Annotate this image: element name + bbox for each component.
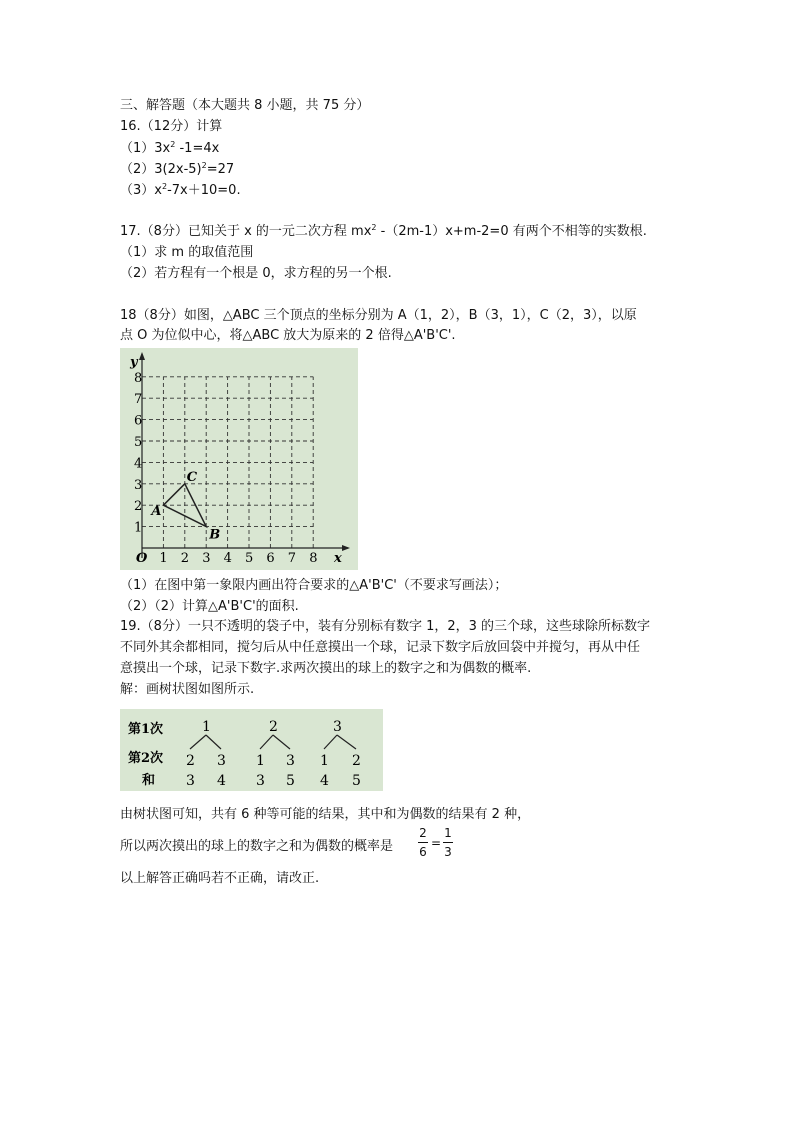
tree-sum: 4 (217, 773, 226, 789)
tree-diagram-svg (120, 709, 383, 791)
y-tick-label: 6 (134, 413, 143, 429)
x-tick-label: 8 (309, 551, 318, 566)
x-axis-label: x (334, 551, 342, 566)
point-label-a: A (151, 504, 162, 520)
frac1-numerator: 2 (419, 826, 427, 840)
tree-sum: 5 (286, 773, 295, 789)
q18-item-1: （1）在图中第一象限内画出符合要求的△A'B'C'（不要求写画法）； (120, 578, 508, 593)
q16-item-2: $(2)3(2x-5)^2=27$ (120, 161, 235, 177)
y-tick-label: 8 (134, 370, 143, 386)
frac2-denominator: 3 (444, 845, 452, 859)
tree-sum: 3 (256, 773, 265, 789)
y-tick-label: 7 (134, 392, 143, 408)
tree-branch (206, 735, 221, 749)
x-tick-label: 2 (180, 551, 190, 566)
tree-row2-label: 第2次 (128, 751, 164, 766)
q19-conclusion-1: 由树状图可知，共有 6 种等可能的结果，其中和为偶数的结果有 2 种， (120, 807, 531, 822)
y-tick-label: 4 (134, 456, 143, 472)
tree-branch (337, 735, 356, 749)
x-tick-label: 1 (159, 551, 168, 566)
q16-heading: 16.（12分）计算 (120, 119, 223, 134)
tree-first-draw: 2 (269, 719, 278, 735)
tree-branch (273, 735, 290, 749)
tree-second-draw: 1 (320, 753, 329, 769)
y-tick-label: 2 (134, 499, 143, 515)
tree-row3-label: 和 (142, 773, 156, 788)
y-tick-label: 3 (134, 477, 143, 493)
y-axis-arrow (139, 352, 145, 360)
point-label-b: B (209, 527, 221, 543)
x-tick-label: 5 (245, 551, 254, 566)
tree-first-draw: 1 (202, 719, 211, 735)
q17-item-1: （1）求 m 的取值范围 (120, 245, 254, 260)
tree-branch (190, 735, 206, 749)
x-tick-label: 6 (266, 551, 275, 566)
q19-final: 以上解答正确吗若不正确，请改正. (120, 871, 320, 886)
tree-branch (324, 735, 337, 749)
point-label-c: C (186, 469, 198, 485)
tree-second-draw: 2 (186, 753, 195, 769)
tree-sum: 3 (186, 773, 195, 789)
q17-heading: 17.（8分）已知关于 x 的一元二次方程 $mx^2$ -（2m-1）x+m-2=0 有两个不相等的实数根. (120, 223, 647, 239)
q16-item-3: $(3)x^2-7x+10=0$. (120, 182, 241, 198)
y-axis-label: y (130, 355, 138, 370)
q19-line-2: 不同外其余都相同，搅匀后从中任意摸出一个球，记录下数字后放回袋中并搅匀，再从中任 (120, 640, 641, 655)
x-tick-label: 7 (287, 551, 297, 566)
tree-second-draw: 3 (286, 753, 295, 769)
frac1-denominator: 6 (419, 845, 427, 859)
origin-label: O (136, 551, 148, 566)
q19-solution: 解：画树状图如图所示. (120, 682, 255, 697)
tree-second-draw: 1 (256, 753, 265, 769)
q17-item-2: （2）若方程有一个根是 0，求方程的另一个根. (120, 266, 392, 281)
frac2-numerator: 1 (444, 826, 452, 840)
coordinate-grid-svg (120, 348, 358, 570)
coordinate-grid-figure (120, 348, 358, 570)
tree-second-draw: 3 (217, 753, 226, 769)
q19-conclusion-2: 所以两次摸出的球上的数字之和为偶数的概率是 (120, 839, 394, 854)
section-title: 三、解答题（本大题共 8 小题，共 75 分） (120, 98, 370, 113)
q18-line-1: 18（8分）如图，△ABC 三个顶点的坐标分别为 A（1，2），B（3，1），C（2，3），以原 (120, 308, 637, 323)
tree-second-draw: 2 (352, 753, 361, 769)
tree-sum: 5 (352, 773, 361, 789)
x-tick-label: 3 (202, 551, 211, 566)
y-tick-label: 1 (134, 520, 143, 536)
y-tick-label: 5 (134, 435, 143, 450)
tree-diagram-figure (120, 709, 383, 791)
x-axis-arrow (342, 545, 350, 551)
tree-branch (260, 735, 273, 749)
tree-row1-label: 第1次 (128, 722, 164, 737)
tree-first-draw: 3 (333, 719, 342, 735)
equals-sign: = (430, 836, 442, 850)
frac1-bar (418, 842, 428, 843)
q19-line-3: 意摸出一个球，记录下数字.求两次摸出的球上的数字之和为偶数的概率. (120, 661, 532, 676)
tree-sum: 4 (320, 773, 329, 789)
q19-line-1: 19.（8分）一只不透明的袋子中，装有分别标有数字 1，2，3 的三个球，这些球除所标数字 (120, 619, 651, 634)
q18-line-2: 点 O 为位似中心，将△ABC 放大为原来的 2 倍得△A'B'C'. (120, 328, 456, 343)
frac2-bar (443, 842, 453, 843)
x-tick-label: 4 (223, 551, 232, 566)
q18-item-2: （2）（2）计算△A'B'C'的面积. (120, 599, 299, 614)
q16-item-1: $(1)3x^2$ -1=4x (120, 140, 220, 156)
